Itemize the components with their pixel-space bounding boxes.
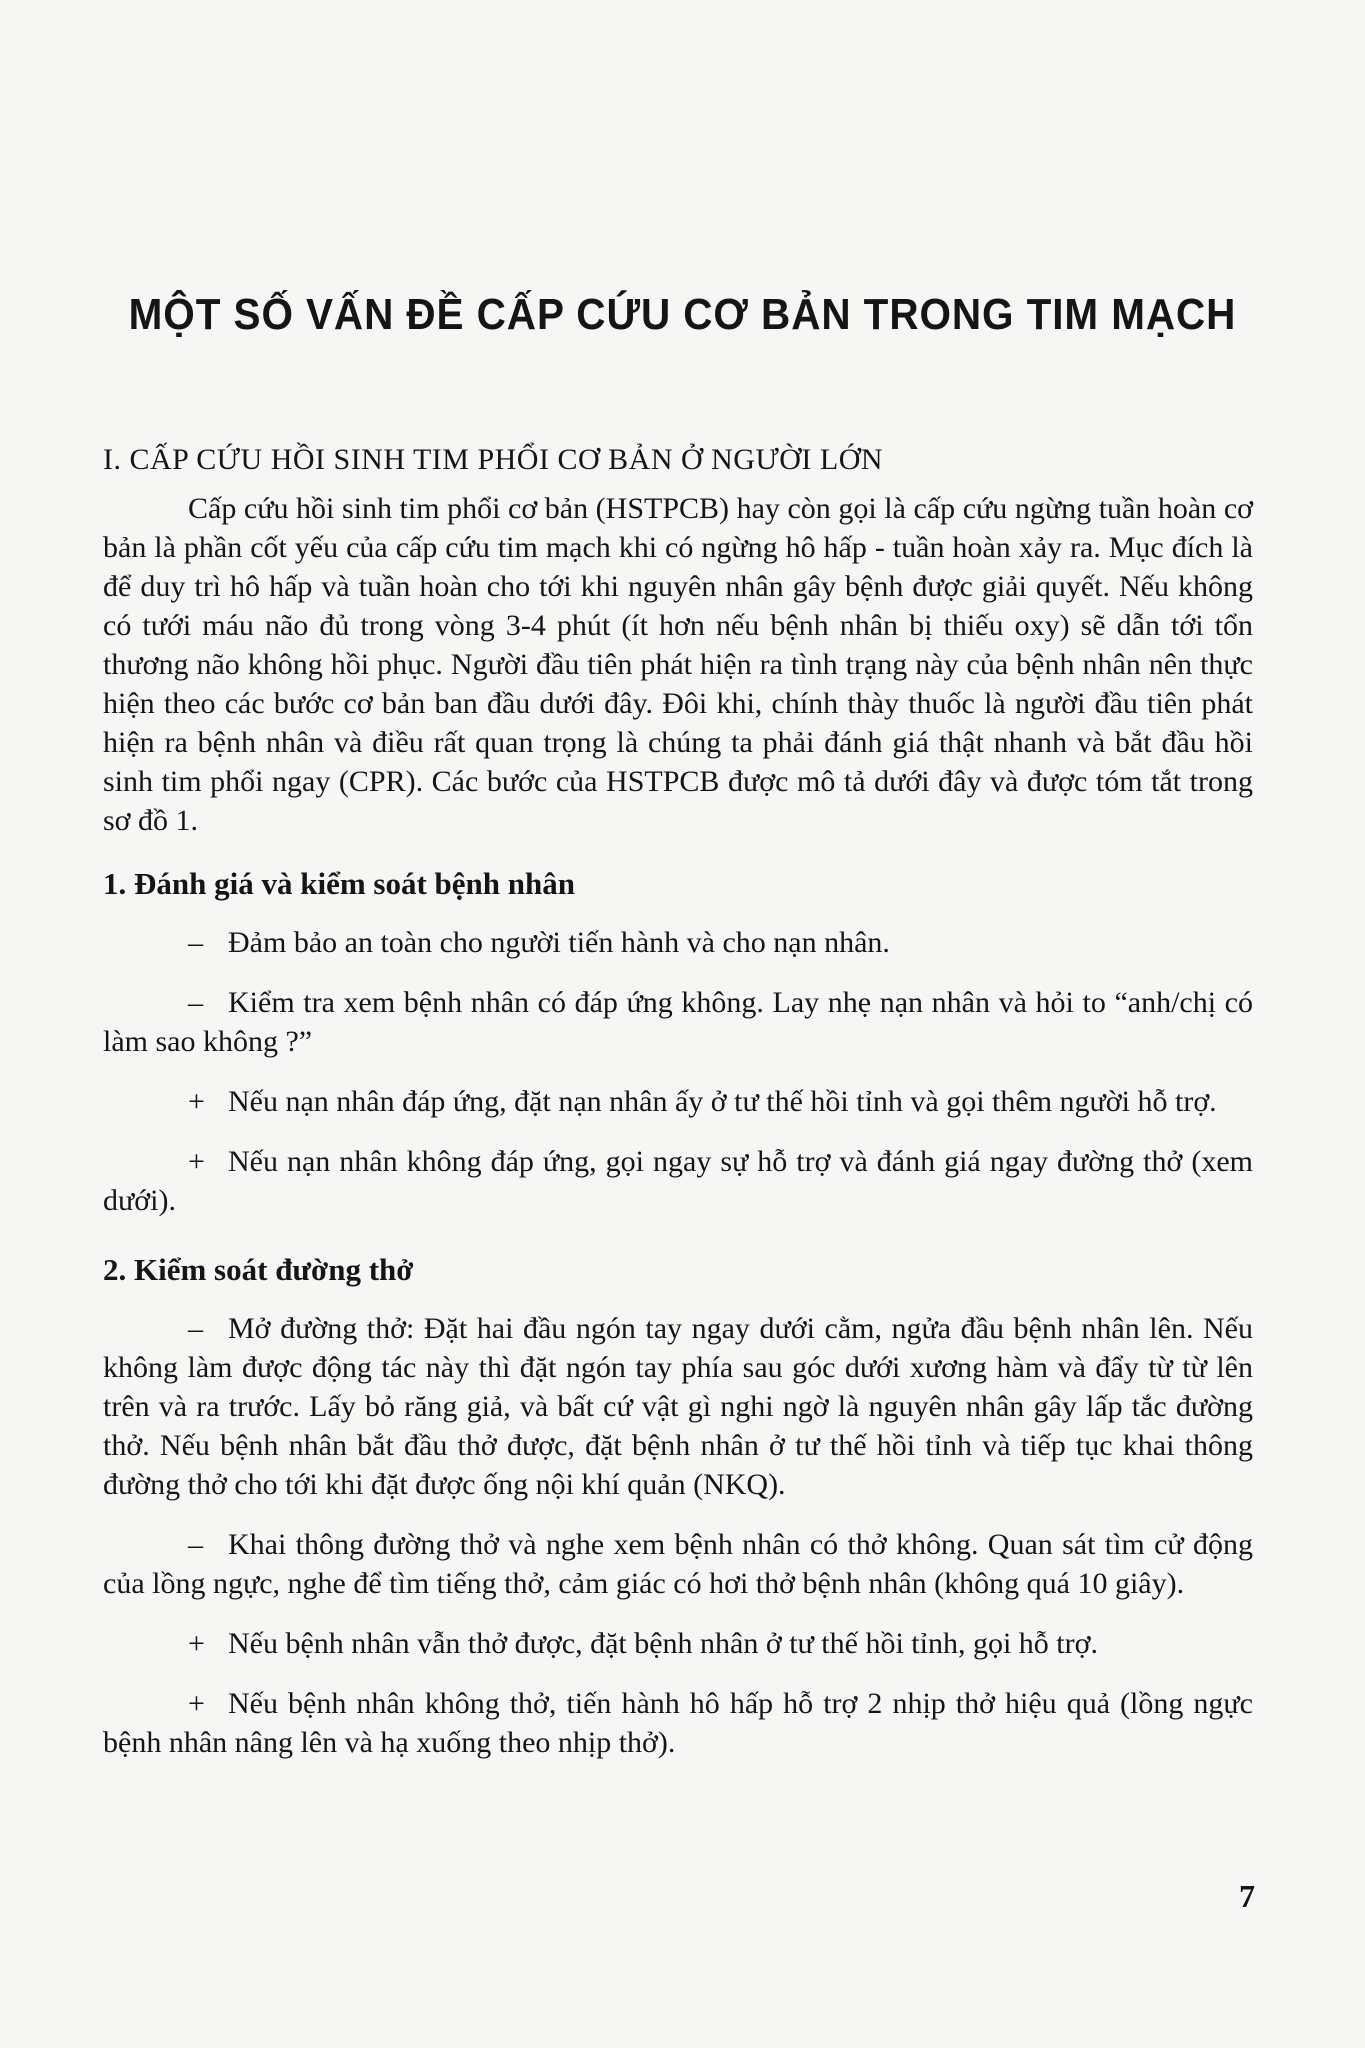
list-item-text: Nếu nạn nhân không đáp ứng, gọi ngay sự hỗ trợ và đánh giá ngay đường thở (xem dưới). [103, 1145, 1253, 1217]
list-item-text: Đảm bảo an toàn cho người tiến hành và cho nạn nhân. [228, 926, 890, 959]
list-item [103, 1082, 1253, 1121]
list-item-text: Kiểm tra xem bệnh nhân có đáp ứng không. Lay nhẹ nạn nhân và hỏi to “anh/chị có làm sao không ?” [103, 986, 1253, 1058]
list-marker: – [188, 926, 203, 959]
list-item [103, 923, 1253, 962]
list-marker: + [188, 1627, 205, 1660]
page-content [103, 440, 1253, 1783]
list-marker: – [188, 1528, 203, 1561]
page-title: MỘT SỐ VẤN ĐỀ CẤP CỨU CƠ BẢN TRONG TIM MẠCH [128, 290, 1237, 339]
page-number: 7 [1239, 1878, 1255, 1914]
list-item [103, 1525, 1253, 1603]
list-item-text: Mở đường thở: Đặt hai đầu ngón tay ngay dưới cằm, ngửa đầu bệnh nhân lên. Nếu không làm được động tác này thì đặt ngón tay phía sau góc dưới xương hàm và đẩy từ từ lên trên và ra trước. Lấy bỏ răng giả, và bất cứ vật gì nghi ngờ là nguyên nhân gây lấp tắc đường thở. Nếu bệnh nhân bắt đầu thở được, đặt bệnh nhân ở tư thế hồi tỉnh và tiếp tục khai thông đường thở cho tới khi đặt được ống nội khí quản (NKQ). [103, 1312, 1253, 1501]
list-item-text: Khai thông đường thở và nghe xem bệnh nhân có thở không. Quan sát tìm cử động của lồng ngực, nghe để tìm tiếng thở, cảm giác có hơi thở bệnh nhân (không quá 10 giây). [103, 1528, 1253, 1600]
list-item [103, 1142, 1253, 1220]
list-item [103, 1309, 1253, 1504]
intro-paragraph: Cấp cứu hồi sinh tim phổi cơ bản (HSTPCB) hay còn gọi là cấp cứu ngừng tuần hoàn cơ bản là phần cốt yếu của cấp cứu tim mạch khi có ngừng hô hấp - tuần hoàn xảy ra. Mục đích là để duy trì hô hấp và tuần hoàn cho tới khi nguyên nhân gây bệnh được giải quyết. Nếu không có tưới máu não đủ trong vòng 3-4 phút (ít hơn nếu bệnh nhân bị thiếu oxy) sẽ dẫn tới tổn thương não không hồi phục. Người đầu tiên phát hiện ra tình trạng này của bệnh nhân nên thực hiện theo các bước cơ bản ban đầu dưới đây. Đôi khi, chính thày thuốc là người đầu tiên phát hiện ra bệnh nhân và điều rất quan trọng là chúng ta phải đánh giá thật nhanh và bắt đầu hồi sinh tim phổi ngay (CPR). Các bước của HSTPCB được mô tả dưới đây và được tóm tắt trong sơ đồ 1. [103, 492, 1253, 837]
list-item [103, 1624, 1253, 1663]
list-marker: – [188, 1312, 203, 1345]
list-marker: + [188, 1687, 205, 1720]
subheading-assessment: 1. Đánh giá và kiểm soát bệnh nhân [103, 866, 576, 901]
list-item-text: Nếu bệnh nhân không thở, tiến hành hô hấp hỗ trợ 2 nhịp thở hiệu quả (lồng ngực bệnh nhân nâng lên và hạ xuống theo nhịp thở). [103, 1687, 1253, 1759]
section-heading: I. CẤP CỨU HỒI SINH TIM PHỔI CƠ BẢN Ở NGƯỜI LỚN [103, 443, 884, 476]
list-marker: + [188, 1085, 205, 1118]
list-item [103, 983, 1253, 1061]
list-marker: – [188, 986, 203, 1019]
subheading-airway: 2. Kiểm soát đường thở [103, 1252, 414, 1287]
list-item-text: Nếu nạn nhân đáp ứng, đặt nạn nhân ấy ở tư thế hồi tỉnh và gọi thêm người hỗ trợ. [228, 1085, 1217, 1118]
list-marker: + [188, 1145, 205, 1178]
list-item-text: Nếu bệnh nhân vẫn thở được, đặt bệnh nhân ở tư thế hồi tỉnh, gọi hỗ trợ. [228, 1627, 1098, 1660]
list-item [103, 1684, 1253, 1762]
